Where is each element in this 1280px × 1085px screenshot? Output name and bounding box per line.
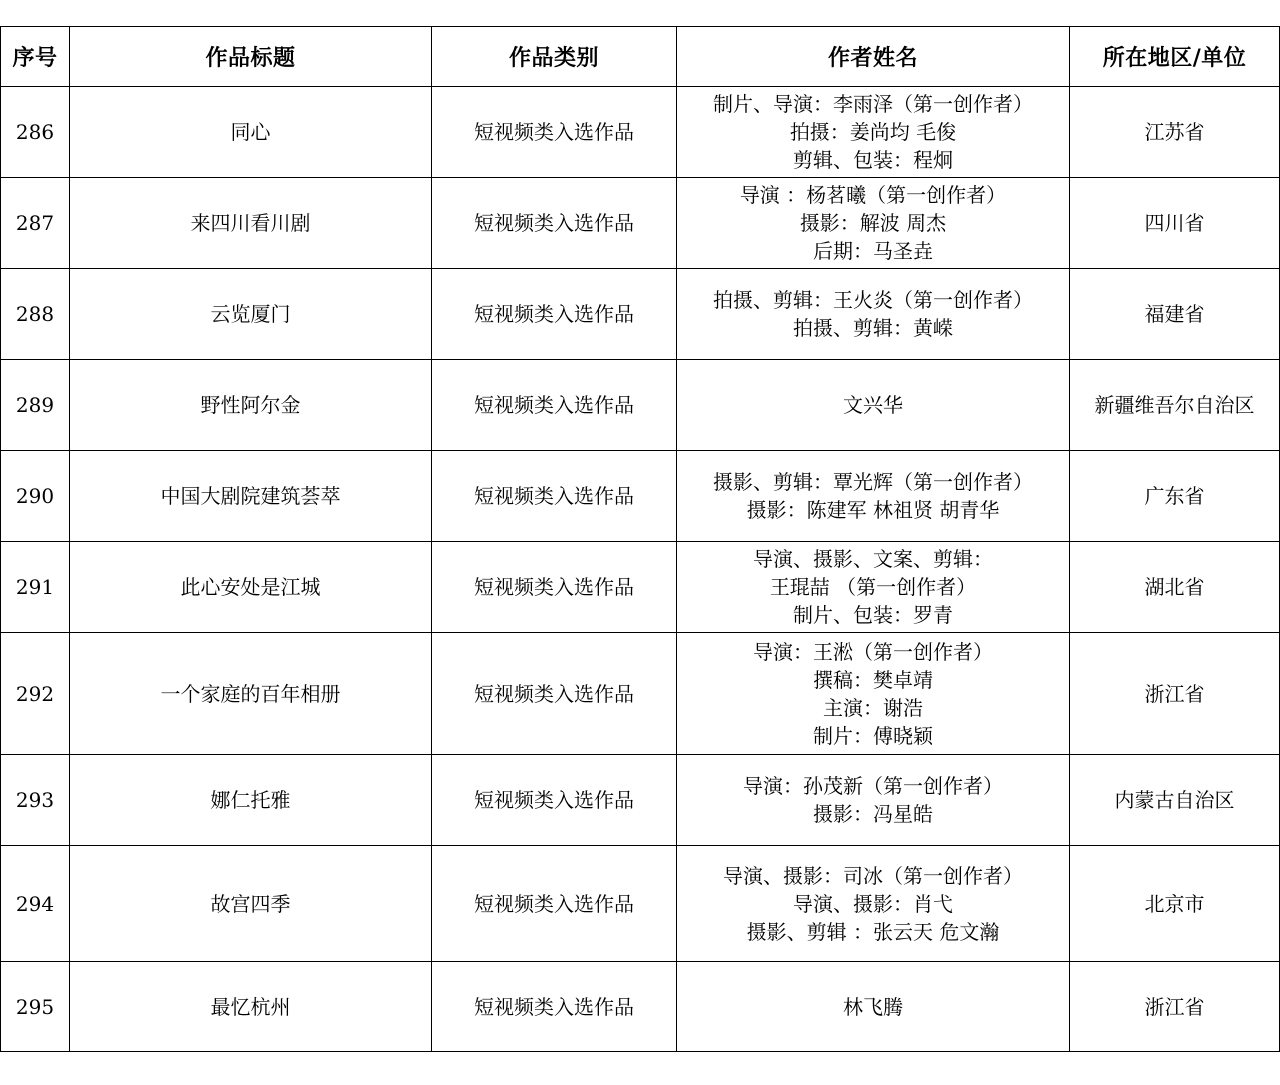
row-region-unit: 新疆维吾尔自治区 [1070, 360, 1280, 451]
table-row [1, 755, 1280, 846]
row-author-names [677, 451, 1070, 542]
row-serial-number: 294 [1, 846, 70, 962]
row-serial-number: 289 [1, 360, 70, 451]
header-work-category: 作品类别 [432, 27, 677, 87]
table-row [1, 846, 1280, 962]
row-author-names [677, 87, 1070, 178]
row-author-names [677, 962, 1070, 1052]
row-work-title: 一个家庭的百年相册 [70, 633, 432, 755]
table-row [1, 633, 1280, 755]
row-author-names [677, 542, 1070, 633]
row-work-category: 短视频类入选作品 [432, 178, 677, 269]
author-credit-line: 导演、摄影：司冰（第一创作者） [723, 863, 1023, 888]
row-work-title: 此心安处是江城 [70, 542, 432, 633]
row-serial-number: 288 [1, 269, 70, 360]
row-region-unit: 北京市 [1070, 846, 1280, 962]
row-region-unit: 福建省 [1070, 269, 1280, 360]
table-row [1, 269, 1280, 360]
row-serial-number: 286 [1, 87, 70, 178]
author-credit-line: 摄影：陈建军 林祖贤 胡青华 [746, 498, 1000, 522]
row-region-unit: 广东省 [1070, 451, 1280, 542]
author-credit-line: 导演、摄影、文案、剪辑： [753, 547, 993, 571]
row-work-category: 短视频类入选作品 [432, 962, 677, 1052]
header-serial-number: 序号 [1, 27, 70, 87]
row-author-names [677, 178, 1070, 269]
author-credit-line: 剪辑、包装：程炯 [793, 148, 953, 172]
author-credit-line: 摄影：冯星皓 [813, 802, 933, 826]
row-author-names [677, 755, 1070, 846]
table-row [1, 451, 1280, 542]
row-region-unit: 湖北省 [1070, 542, 1280, 633]
row-author-names [677, 633, 1070, 755]
author-credit-line: 导演、摄影：肖弋 [793, 891, 953, 916]
row-work-category: 短视频类入选作品 [432, 542, 677, 633]
author-credit-line: 摄影、剪辑 ：张云天 危文瀚 [746, 919, 1000, 944]
row-work-title: 中国大剧院建筑荟萃 [70, 451, 432, 542]
row-work-category: 短视频类入选作品 [432, 451, 677, 542]
row-author-names [677, 846, 1070, 962]
row-serial-number: 293 [1, 755, 70, 846]
author-credit-line: 主演：谢浩 [823, 695, 923, 720]
header-region-unit: 所在地区/单位 [1070, 27, 1280, 87]
row-work-category: 短视频类入选作品 [432, 846, 677, 962]
row-work-title: 野性阿尔金 [70, 360, 432, 451]
row-work-title: 来四川看川剧 [70, 178, 432, 269]
author-credit-line: 后期：马圣垚 [813, 239, 933, 263]
author-credit-line: 王琨喆 （第一创作者） [769, 575, 977, 599]
author-credit-line: 导演 ：杨茗曦（第一创作者） [739, 183, 1007, 207]
row-region-unit: 浙江省 [1070, 633, 1280, 755]
table-header-row [1, 27, 1280, 87]
row-serial-number: 290 [1, 451, 70, 542]
row-region-unit: 浙江省 [1070, 962, 1280, 1052]
row-region-unit: 内蒙古自治区 [1070, 755, 1280, 846]
header-author-names: 作者姓名 [677, 27, 1070, 87]
table-row [1, 87, 1280, 178]
row-work-category: 短视频类入选作品 [432, 269, 677, 360]
author-credit-line: 制片、包装：罗青 [793, 603, 953, 627]
table-body [1, 87, 1280, 1052]
author-credit-line: 摄影：解波 周杰 [799, 211, 947, 235]
row-serial-number: 295 [1, 962, 70, 1052]
row-work-category: 短视频类入选作品 [432, 755, 677, 846]
row-work-title: 最忆杭州 [70, 962, 432, 1052]
row-serial-number: 291 [1, 542, 70, 633]
header-work-title: 作品标题 [70, 27, 432, 87]
works-table [0, 26, 1280, 1052]
author-credit-line: 制片、导演：李雨泽（第一创作者） [713, 92, 1033, 116]
author-credit-line: 导演：王淞（第一创作者） [753, 639, 993, 664]
author-credit-line: 拍摄、剪辑：黄嵘 [793, 316, 953, 340]
table-row [1, 542, 1280, 633]
author-credit-line: 拍摄：姜尚均 毛俊 [789, 120, 957, 144]
author-credit-line: 导演：孙茂新（第一创作者） [743, 774, 1003, 798]
row-work-category: 短视频类入选作品 [432, 633, 677, 755]
author-credit-line: 文兴华 [843, 393, 903, 417]
row-work-category: 短视频类入选作品 [432, 87, 677, 178]
table-row [1, 178, 1280, 269]
author-credit-line: 撰稿：樊卓靖 [813, 667, 933, 692]
author-credit-line: 林飞腾 [843, 994, 903, 1019]
author-credit-line: 拍摄、剪辑：王火炎（第一创作者） [713, 288, 1033, 312]
row-work-title: 娜仁托雅 [70, 755, 432, 846]
row-author-names [677, 360, 1070, 451]
table-row [1, 360, 1280, 451]
row-work-title: 故宫四季 [70, 846, 432, 962]
row-work-title: 云览厦门 [70, 269, 432, 360]
row-region-unit: 四川省 [1070, 178, 1280, 269]
author-credit-line: 摄影、剪辑：覃光辉（第一创作者） [713, 470, 1033, 494]
row-work-title: 同心 [70, 87, 432, 178]
row-author-names [677, 269, 1070, 360]
row-serial-number: 287 [1, 178, 70, 269]
row-region-unit: 江苏省 [1070, 87, 1280, 178]
row-work-category: 短视频类入选作品 [432, 360, 677, 451]
author-credit-line: 制片：傅晓颖 [813, 723, 933, 748]
row-serial-number: 292 [1, 633, 70, 755]
table-row [1, 962, 1280, 1052]
